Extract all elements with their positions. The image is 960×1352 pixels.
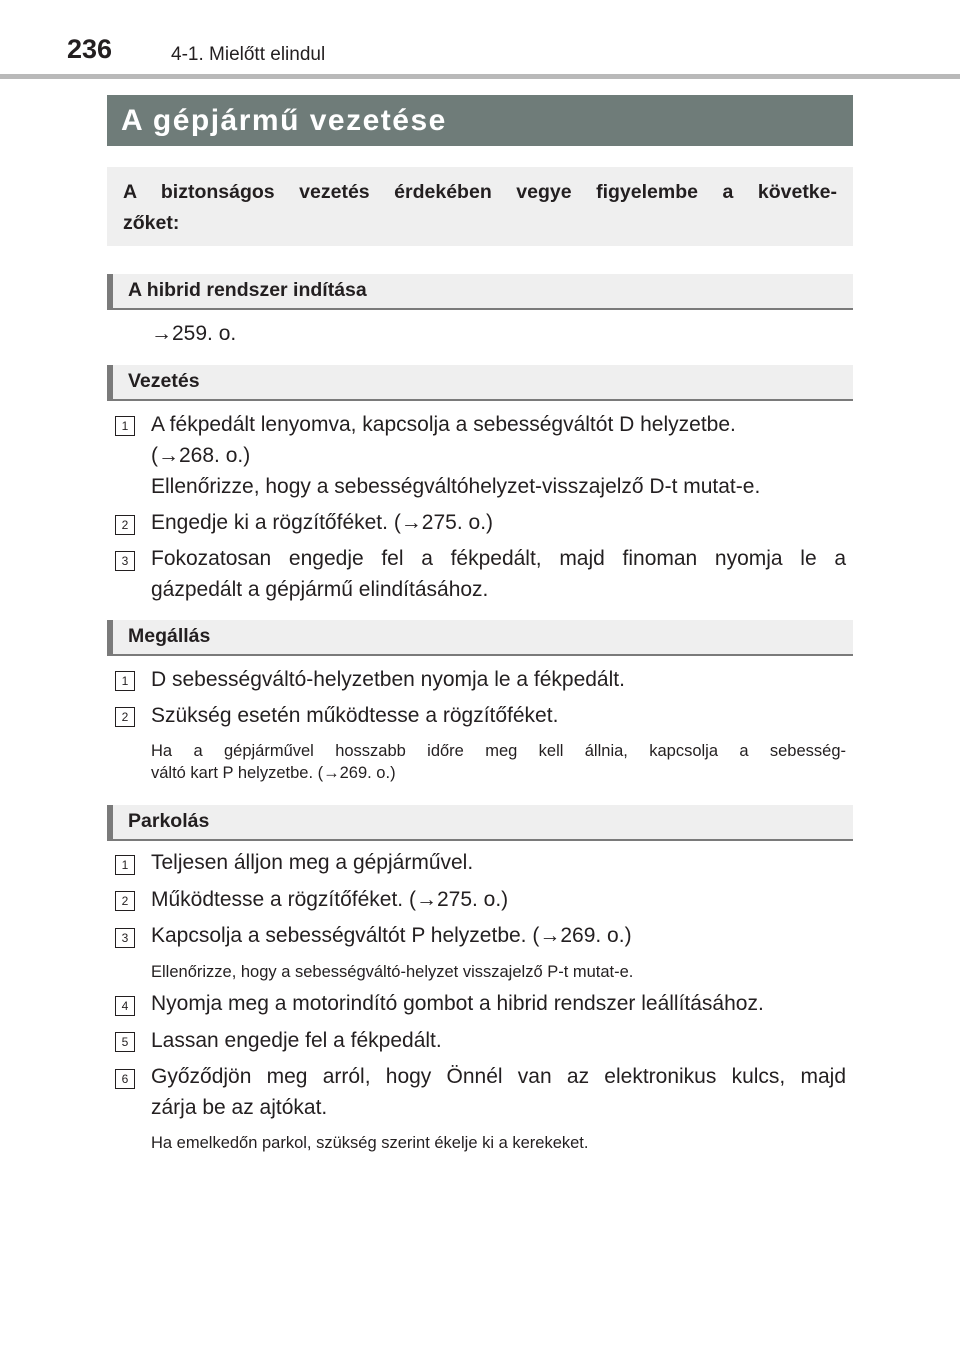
chapter-title-bar xyxy=(107,95,853,146)
subheading-marker xyxy=(107,274,113,308)
header-divider xyxy=(0,74,960,79)
driving-step-2-line-1: Engedje ki a rögzítőféket. (→275. o.) xyxy=(151,511,494,534)
subheading-rule xyxy=(107,654,853,656)
subheading-start xyxy=(107,274,853,308)
chapter-title: A gépjármű vezetése xyxy=(121,104,447,137)
step-number-badge: 3 xyxy=(115,551,135,571)
subheading-marker xyxy=(107,620,113,654)
intro-box xyxy=(107,167,853,246)
step-number-badge: 2 xyxy=(115,515,135,535)
parking-step-6-line-2: zárja be az ajtókat. xyxy=(151,1096,328,1119)
parking-note-6: Ha emelkedőn parkol, szükség szerint ékelje ki a kerekeket. xyxy=(151,1134,589,1152)
parking-step-2-line-1: Működtesse a rögzítőféket. (→275. o.) xyxy=(151,888,509,911)
page-header xyxy=(0,0,960,80)
step-number-badge: 5 xyxy=(115,1032,135,1052)
driving-step-1-line-2: (→268. o.) xyxy=(151,444,251,467)
subheading-parking xyxy=(107,805,853,839)
driving-step-1-line-1: A fékpedált lenyomva, kapcsolja a sebességváltót D helyzetbe. xyxy=(151,413,736,436)
step-number-badge: 1 xyxy=(115,416,135,436)
step-number-badge: 2 xyxy=(115,707,135,727)
section-title: 4-1. Mielőtt elindul xyxy=(171,44,326,65)
subheading-rule xyxy=(107,399,853,401)
step-number-badge: 6 xyxy=(115,1069,135,1089)
driving-step-1-line-3: Ellenőrizze, hogy a sebességváltóhelyzet-visszajelző D-t mutat-e. xyxy=(151,475,761,498)
driving-step-3-line-1: Fokozatosan engedje fel a fékpedált, majd finoman nyomja le a xyxy=(151,547,846,570)
step-number-badge: 1 xyxy=(115,671,135,691)
step-number-badge: 4 xyxy=(115,996,135,1016)
stopping-note-line-2: váltó kart P helyzetbe. (→269. o.) xyxy=(151,764,396,782)
intro-line-1: A biztonságos vezetés érdekében vegye figyelembe a követke- xyxy=(123,181,837,203)
stopping-note-line-1: Ha a gépjárművel hosszabb időre meg kell állnia, kapcsolja a sebesség- xyxy=(151,742,846,760)
page-number: 236 xyxy=(67,34,113,64)
subheading-stopping xyxy=(107,620,853,654)
subheading-label: Parkolás xyxy=(128,810,210,832)
parking-step-1-line-1: Teljesen álljon meg a gépjárművel. xyxy=(151,851,474,874)
step-number-badge: 2 xyxy=(115,891,135,911)
step-number-badge: 3 xyxy=(115,928,135,948)
subheading-rule xyxy=(107,839,853,841)
subheading-rule xyxy=(107,308,853,310)
stopping-step-2-line-1: Szükség esetén működtesse a rögzítőféket. xyxy=(151,704,559,727)
parking-step-3-line-1: Kapcsolja a sebességváltót P helyzetbe. (→269. o.) xyxy=(151,924,632,947)
subheading-label: A hibrid rendszer indítása xyxy=(128,279,367,301)
subheading-label: Vezetés xyxy=(128,370,200,392)
parking-note-3: Ellenőrizze, hogy a sebességváltó-helyzet visszajelző P-t mutat-e. xyxy=(151,963,634,981)
driving-step-3-line-2: gázpedált a gépjármű elindításához. xyxy=(151,578,489,601)
subheading-label: Megállás xyxy=(128,625,211,647)
intro-line-2: zőket: xyxy=(123,212,180,234)
stopping-step-1-line-1: D sebességváltó-helyzetben nyomja le a fékpedált. xyxy=(151,668,625,691)
step-number-badge: 1 xyxy=(115,855,135,875)
subheading-driving xyxy=(107,365,853,399)
subheading-marker xyxy=(107,805,113,839)
parking-step-4-line-1: Nyomja meg a motorindító gombot a hibrid rendszer leállításához. xyxy=(151,992,764,1015)
start-page-reference: →259. o. xyxy=(151,322,237,345)
subheading-marker xyxy=(107,365,113,399)
parking-step-5-line-1: Lassan engedje fel a fékpedált. xyxy=(151,1029,442,1052)
parking-step-6-line-1: Győződjön meg arról, hogy Önnél van az elektronikus kulcs, majd xyxy=(151,1065,846,1088)
